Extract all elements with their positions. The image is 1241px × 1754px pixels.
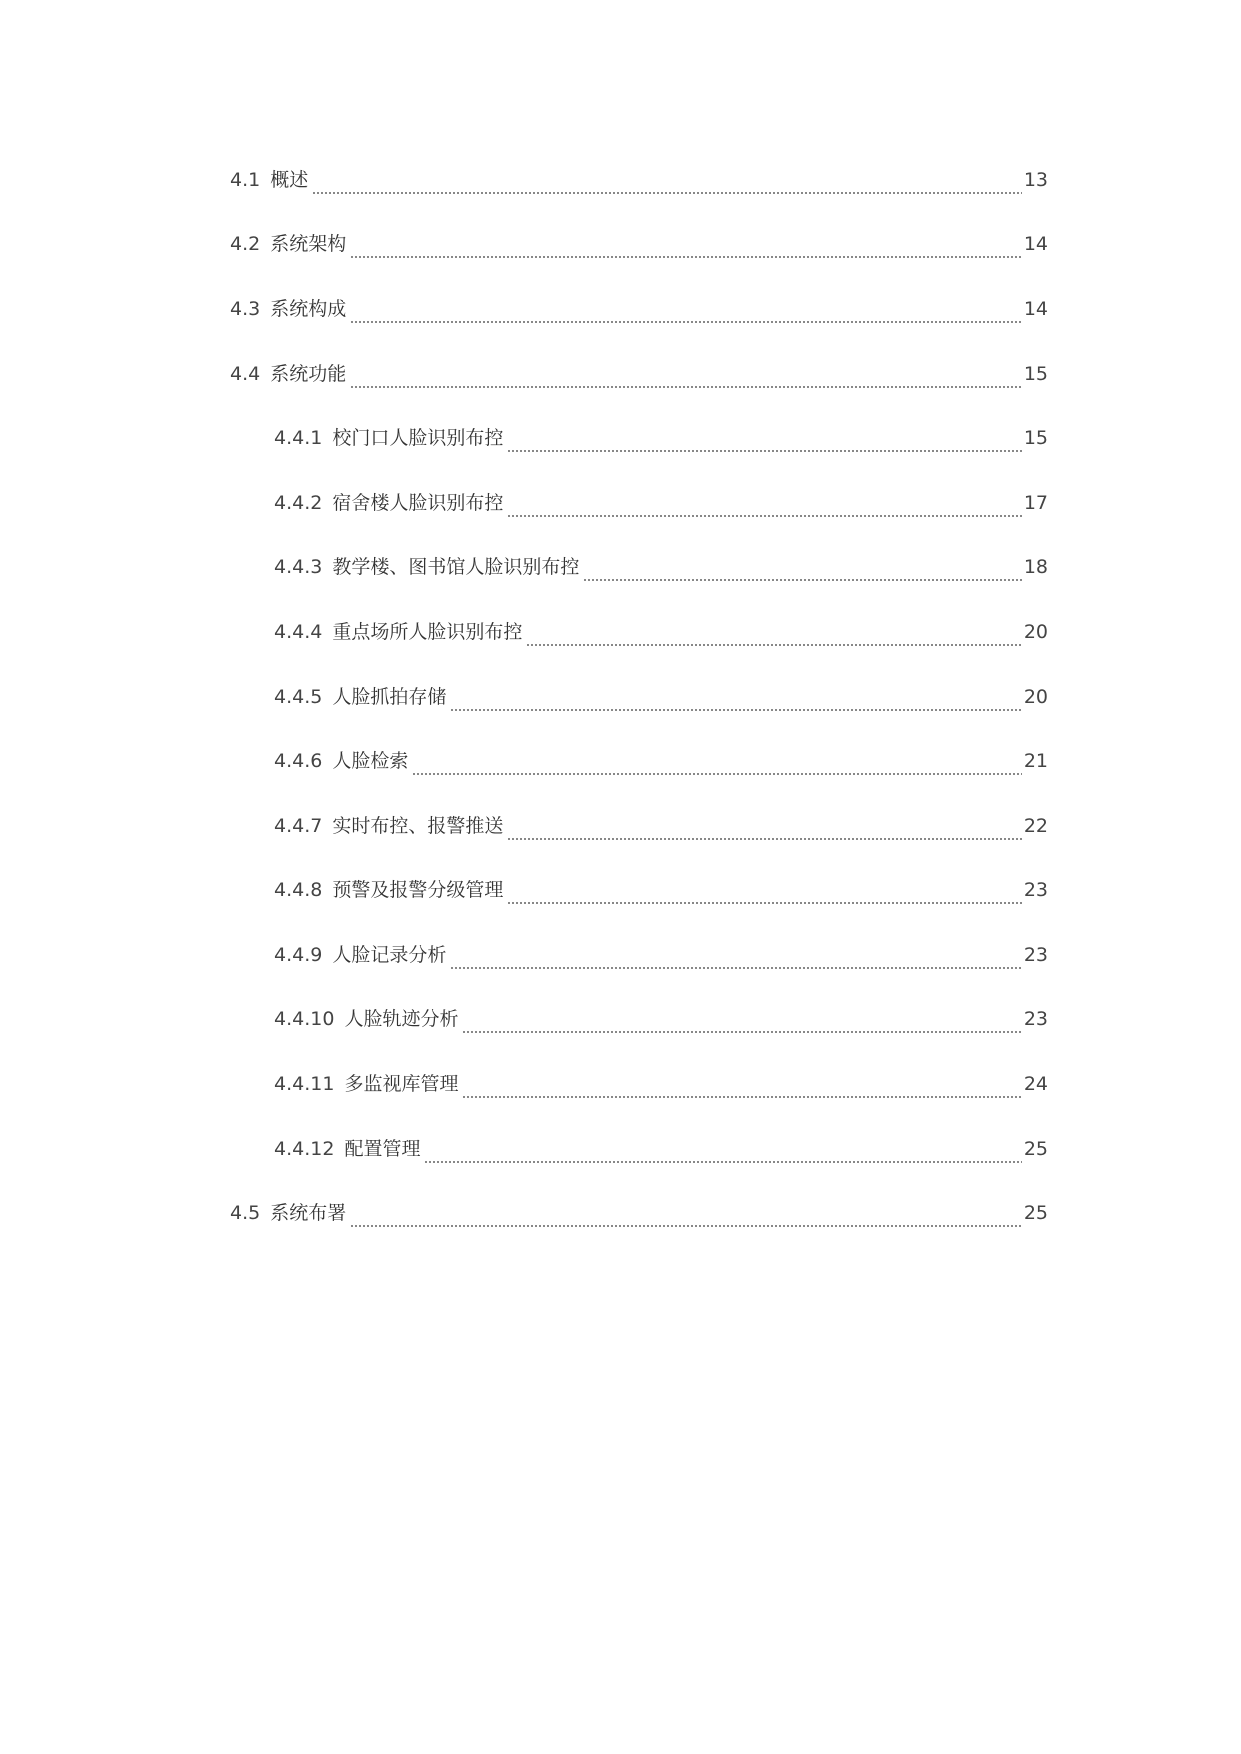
toc-entry-title: 系统构成 bbox=[270, 298, 347, 320]
toc-entry-title: 人脸抓拍存储 bbox=[332, 686, 447, 708]
toc-entry-4-4-6[interactable] bbox=[274, 746, 1048, 776]
toc-entry-title: 配置管理 bbox=[344, 1138, 421, 1160]
toc-entry-page: 23 bbox=[1023, 879, 1048, 901]
toc-entry-4-4-3[interactable] bbox=[274, 552, 1048, 582]
dot-leader bbox=[462, 1091, 1021, 1099]
dot-leader bbox=[526, 639, 1021, 647]
toc-entry-4-5[interactable] bbox=[230, 1198, 1048, 1228]
toc-entry-title: 预警及报警分级管理 bbox=[332, 879, 504, 901]
toc-entry-number: 4.4.5 bbox=[274, 686, 323, 708]
toc-entry-title: 人脸轨迹分析 bbox=[344, 1008, 459, 1030]
toc-entry-4-4-1[interactable] bbox=[274, 423, 1048, 453]
toc-entry-number: 4.2 bbox=[230, 233, 261, 255]
toc-entry-4-4-10[interactable] bbox=[274, 1004, 1048, 1034]
dot-leader bbox=[350, 381, 1022, 389]
toc-entry-number: 4.4.9 bbox=[274, 944, 323, 966]
toc-entry-page: 15 bbox=[1023, 427, 1048, 449]
toc-entry-4-4-7[interactable] bbox=[274, 811, 1048, 841]
toc-entry-page: 20 bbox=[1023, 621, 1048, 643]
dot-leader bbox=[424, 1156, 1021, 1164]
toc-entry-page: 15 bbox=[1023, 363, 1048, 385]
toc-entry-title: 重点场所人脸识别布控 bbox=[332, 621, 523, 643]
toc-entry-page: 23 bbox=[1023, 944, 1048, 966]
toc-entry-page: 14 bbox=[1023, 298, 1048, 320]
toc-entry-page: 13 bbox=[1023, 169, 1048, 191]
toc-entry-number: 4.4.4 bbox=[274, 621, 323, 643]
toc-entry-number: 4.1 bbox=[230, 169, 261, 191]
toc-entry-number: 4.4.1 bbox=[274, 427, 323, 449]
dot-leader bbox=[350, 251, 1022, 259]
toc-entry-number: 4.4 bbox=[230, 363, 261, 385]
toc-entry-title: 系统功能 bbox=[270, 363, 347, 385]
dot-leader bbox=[507, 445, 1021, 453]
toc-entry-4-4-9[interactable] bbox=[274, 940, 1048, 970]
toc-entry-page: 22 bbox=[1023, 815, 1048, 837]
dot-leader bbox=[507, 833, 1021, 841]
dot-leader bbox=[350, 1220, 1022, 1228]
dot-leader bbox=[350, 316, 1022, 324]
toc-entry-number: 4.4.6 bbox=[274, 750, 323, 772]
toc-entry-title: 人脸检索 bbox=[332, 750, 409, 772]
dot-leader bbox=[450, 962, 1021, 970]
toc-entry-title: 系统架构 bbox=[270, 233, 347, 255]
toc-entry-number: 4.4.2 bbox=[274, 492, 323, 514]
toc-entry-title: 概述 bbox=[270, 169, 309, 191]
toc-entry-title: 系统布署 bbox=[270, 1202, 347, 1224]
dot-leader bbox=[412, 768, 1021, 776]
toc-entry-number: 4.5 bbox=[230, 1202, 261, 1224]
toc-entry-4-4-2[interactable] bbox=[274, 488, 1048, 518]
toc-entry-page: 25 bbox=[1023, 1138, 1048, 1160]
dot-leader bbox=[450, 704, 1021, 712]
toc-entry-4-4-5[interactable] bbox=[274, 682, 1048, 712]
toc-entry-number: 4.4.10 bbox=[274, 1008, 335, 1030]
toc-entry-page: 23 bbox=[1023, 1008, 1048, 1030]
toc-entry-4-4-8[interactable] bbox=[274, 875, 1048, 905]
toc-entry-number: 4.4.11 bbox=[274, 1073, 335, 1095]
toc-entry-4-4-12[interactable] bbox=[274, 1134, 1048, 1164]
toc-entry-page: 24 bbox=[1023, 1073, 1048, 1095]
toc-entry-number: 4.4.3 bbox=[274, 556, 323, 578]
toc-entry-title: 宿舍楼人脸识别布控 bbox=[332, 492, 504, 514]
toc-entry-4-4-11[interactable] bbox=[274, 1069, 1048, 1099]
toc-entry-4-4[interactable] bbox=[230, 359, 1048, 389]
toc-entry-number: 4.4.7 bbox=[274, 815, 323, 837]
toc-entry-4-4-4[interactable] bbox=[274, 617, 1048, 647]
toc-entry-title: 教学楼、图书馆人脸识别布控 bbox=[332, 556, 580, 578]
toc-entry-number: 4.4.8 bbox=[274, 879, 323, 901]
dot-leader bbox=[312, 187, 1022, 195]
toc-entry-title: 校门口人脸识别布控 bbox=[332, 427, 504, 449]
toc-entry-4-3[interactable] bbox=[230, 294, 1048, 324]
toc-entry-title: 实时布控、报警推送 bbox=[332, 815, 504, 837]
toc-entry-page: 20 bbox=[1023, 686, 1048, 708]
toc-entry-4-2[interactable] bbox=[230, 229, 1048, 259]
toc-entry-title: 多监视库管理 bbox=[344, 1073, 459, 1095]
toc-entry-page: 17 bbox=[1023, 492, 1048, 514]
toc-entry-title: 人脸记录分析 bbox=[332, 944, 447, 966]
toc-entry-number: 4.3 bbox=[230, 298, 261, 320]
dot-leader bbox=[507, 897, 1021, 905]
dot-leader bbox=[583, 574, 1021, 582]
dot-leader bbox=[507, 510, 1021, 518]
dot-leader bbox=[462, 1026, 1021, 1034]
toc-entry-page: 14 bbox=[1023, 233, 1048, 255]
toc-entry-number: 4.4.12 bbox=[274, 1138, 335, 1160]
toc-entry-page: 18 bbox=[1023, 556, 1048, 578]
toc-entry-4-1[interactable] bbox=[230, 165, 1048, 195]
toc-entry-page: 21 bbox=[1023, 750, 1048, 772]
toc-entry-page: 25 bbox=[1023, 1202, 1048, 1224]
